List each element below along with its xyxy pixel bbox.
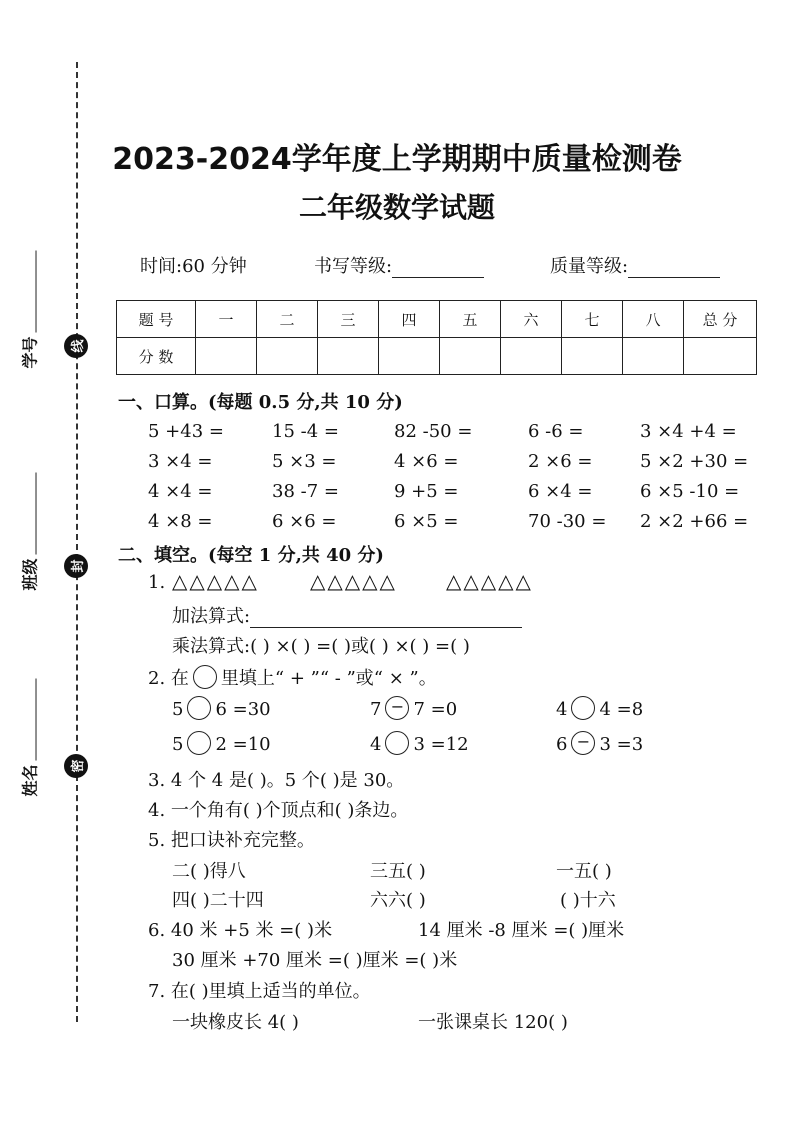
circle-blank-icon — [193, 665, 217, 689]
exam-subtitle: 二年级数学试题 — [298, 191, 495, 224]
q2-operand: 4 — [370, 734, 382, 755]
score-row-label: 分 数 — [117, 338, 196, 375]
section1-heading: 一、口算。(每题 0.5 分,共 10 分) — [118, 392, 403, 413]
calc-item: 15 -4 = — [272, 421, 339, 442]
score-table-header-row — [117, 301, 757, 338]
q2-result: 3 =12 — [413, 734, 469, 755]
calc-item: 5 ×2 +30 = — [640, 451, 749, 472]
operator-circle: − — [385, 696, 409, 720]
q3-text: 3. 4 个 4 是( )。5 个( )是 30。 — [148, 770, 405, 791]
triangle-group: △△△△△ — [172, 569, 259, 593]
calc-item: 38 -7 = — [272, 481, 339, 502]
calc-item: 82 -50 = — [394, 421, 473, 442]
score-cell — [257, 338, 318, 375]
q1-addition-blank — [250, 609, 522, 628]
q6-item: 6. 40 米 +5 米 =( )米 — [148, 920, 333, 941]
q2-item — [370, 733, 469, 757]
q1-addition — [172, 602, 522, 628]
calc-item: 6 -6 = — [528, 421, 584, 442]
q2-result: 6 =30 — [215, 699, 271, 720]
q2-prompt-end: 里填上“ + ”“ - ”或“ × ”。 — [220, 668, 437, 689]
class-label: 班级 — [20, 558, 40, 591]
operator-circle — [187, 696, 211, 720]
exam-title: 2023-2024学年度上学期期中质量检测卷 — [112, 142, 682, 177]
q2-item — [172, 733, 271, 757]
operator-circle — [187, 731, 211, 755]
triangle-group: △△△△△ — [446, 569, 533, 593]
q2-result: 3 =3 — [599, 734, 644, 755]
score-cell — [623, 338, 684, 375]
score-cell — [196, 338, 257, 375]
student-id-blank — [22, 250, 37, 332]
q2-operand: 7 — [370, 699, 382, 720]
time-info: 时间:60 分钟 — [140, 256, 247, 277]
score-cell — [562, 338, 623, 375]
q2-result: 2 =10 — [215, 734, 271, 755]
triangle-group: △△△△△ — [310, 569, 397, 593]
score-col-6: 六 — [501, 301, 562, 338]
score-cell — [318, 338, 379, 375]
writing-grade-blank — [392, 259, 484, 278]
seal-mark-xian: 线 — [64, 334, 88, 358]
calc-item: 5 ×3 = — [272, 451, 337, 472]
score-cell — [501, 338, 562, 375]
section2-heading: 二、填空。(每空 1 分,共 40 分) — [118, 545, 384, 566]
q5-item: 六六( ) — [370, 890, 426, 911]
calc-item: 2 ×6 = — [528, 451, 593, 472]
calc-item: 4 ×6 = — [394, 451, 459, 472]
writing-grade-label: 书写等级: — [314, 256, 393, 277]
q5-item: 三五( ) — [370, 861, 426, 882]
operator-circle: − — [571, 731, 595, 755]
score-col-2: 二 — [257, 301, 318, 338]
score-col-5: 五 — [440, 301, 501, 338]
q2-item — [556, 733, 643, 757]
q7-item: 一块橡皮长 4( ) — [172, 1012, 299, 1033]
q1-multiplication: 乘法算式:( ) ×( ) =( )或( ) ×( ) =( ) — [172, 636, 470, 657]
seal-mark-feng: 封 — [64, 554, 88, 578]
score-col-4: 四 — [379, 301, 440, 338]
calc-item: 9 +5 = — [394, 481, 459, 502]
score-col-8: 八 — [623, 301, 684, 338]
calc-item: 4 ×4 = — [148, 481, 213, 502]
operator-circle — [385, 731, 409, 755]
calc-item: 70 -30 = — [528, 511, 607, 532]
q2-operand: 5 — [172, 699, 184, 720]
score-cell — [379, 338, 440, 375]
q5-item: 四( )二十四 — [172, 890, 264, 911]
quality-grade-label: 质量等级: — [550, 256, 629, 277]
score-col-7: 七 — [562, 301, 623, 338]
calc-item: 6 ×6 = — [272, 511, 337, 532]
score-cell — [684, 338, 757, 375]
score-col-3: 三 — [318, 301, 379, 338]
calc-item: 6 ×4 = — [528, 481, 593, 502]
calc-item: 5 +43 = — [148, 421, 224, 442]
calc-item: 6 ×5 = — [394, 511, 459, 532]
quality-grade-blank — [628, 259, 720, 278]
calc-item: 2 ×2 +66 = — [640, 511, 749, 532]
q6-item: 30 厘米 +70 厘米 =( )厘米 =( )米 — [172, 950, 458, 971]
q5-item: 二( )得八 — [172, 861, 246, 882]
q7-item: 一张课桌长 120( ) — [418, 1012, 568, 1033]
score-table — [116, 300, 757, 375]
score-cell — [440, 338, 501, 375]
score-col-1: 一 — [196, 301, 257, 338]
q1-number: 1. — [148, 572, 166, 593]
calc-item: 6 ×5 -10 = — [640, 481, 740, 502]
q6-item: 14 厘米 -8 厘米 =( )厘米 — [418, 920, 625, 941]
q2-item — [370, 698, 457, 722]
score-table-score-row — [117, 338, 757, 375]
q2-result: 4 =8 — [599, 699, 644, 720]
calc-item: 3 ×4 = — [148, 451, 213, 472]
q5-item: ( )十六 — [560, 890, 616, 911]
q2-item — [172, 698, 271, 722]
operator-circle — [571, 696, 595, 720]
q1-addition-label: 加法算式: — [172, 606, 251, 627]
name-blank — [22, 678, 37, 760]
quality-grade — [550, 252, 720, 278]
q4-text: 4. 一个角有( )个顶点和( )条边。 — [148, 800, 409, 821]
q2-operand: 6 — [556, 734, 568, 755]
q2-operand: 5 — [172, 734, 184, 755]
q5-item: 一五( ) — [556, 861, 612, 882]
q2-prompt — [148, 664, 437, 691]
q2-prompt-start: 2. 在 — [148, 668, 189, 689]
q2-result: 7 =0 — [413, 699, 458, 720]
q2-operand: 4 — [556, 699, 568, 720]
class-field — [18, 472, 41, 590]
writing-grade — [314, 252, 484, 278]
student-id-label: 学号 — [20, 336, 40, 369]
calc-item: 3 ×4 +4 = — [640, 421, 737, 442]
calc-item: 4 ×8 = — [148, 511, 213, 532]
class-blank — [22, 472, 37, 554]
student-id-field — [18, 250, 41, 368]
name-field — [18, 678, 41, 796]
q2-item — [556, 698, 643, 722]
name-label: 姓名 — [20, 764, 40, 797]
q7-text: 7. 在( )里填上适当的单位。 — [148, 981, 371, 1002]
score-table-row-label: 题 号 — [117, 301, 196, 338]
seal-mark-mi: 密 — [64, 754, 88, 778]
q5-text: 5. 把口诀补充完整。 — [148, 830, 315, 851]
score-col-total: 总 分 — [684, 301, 757, 338]
